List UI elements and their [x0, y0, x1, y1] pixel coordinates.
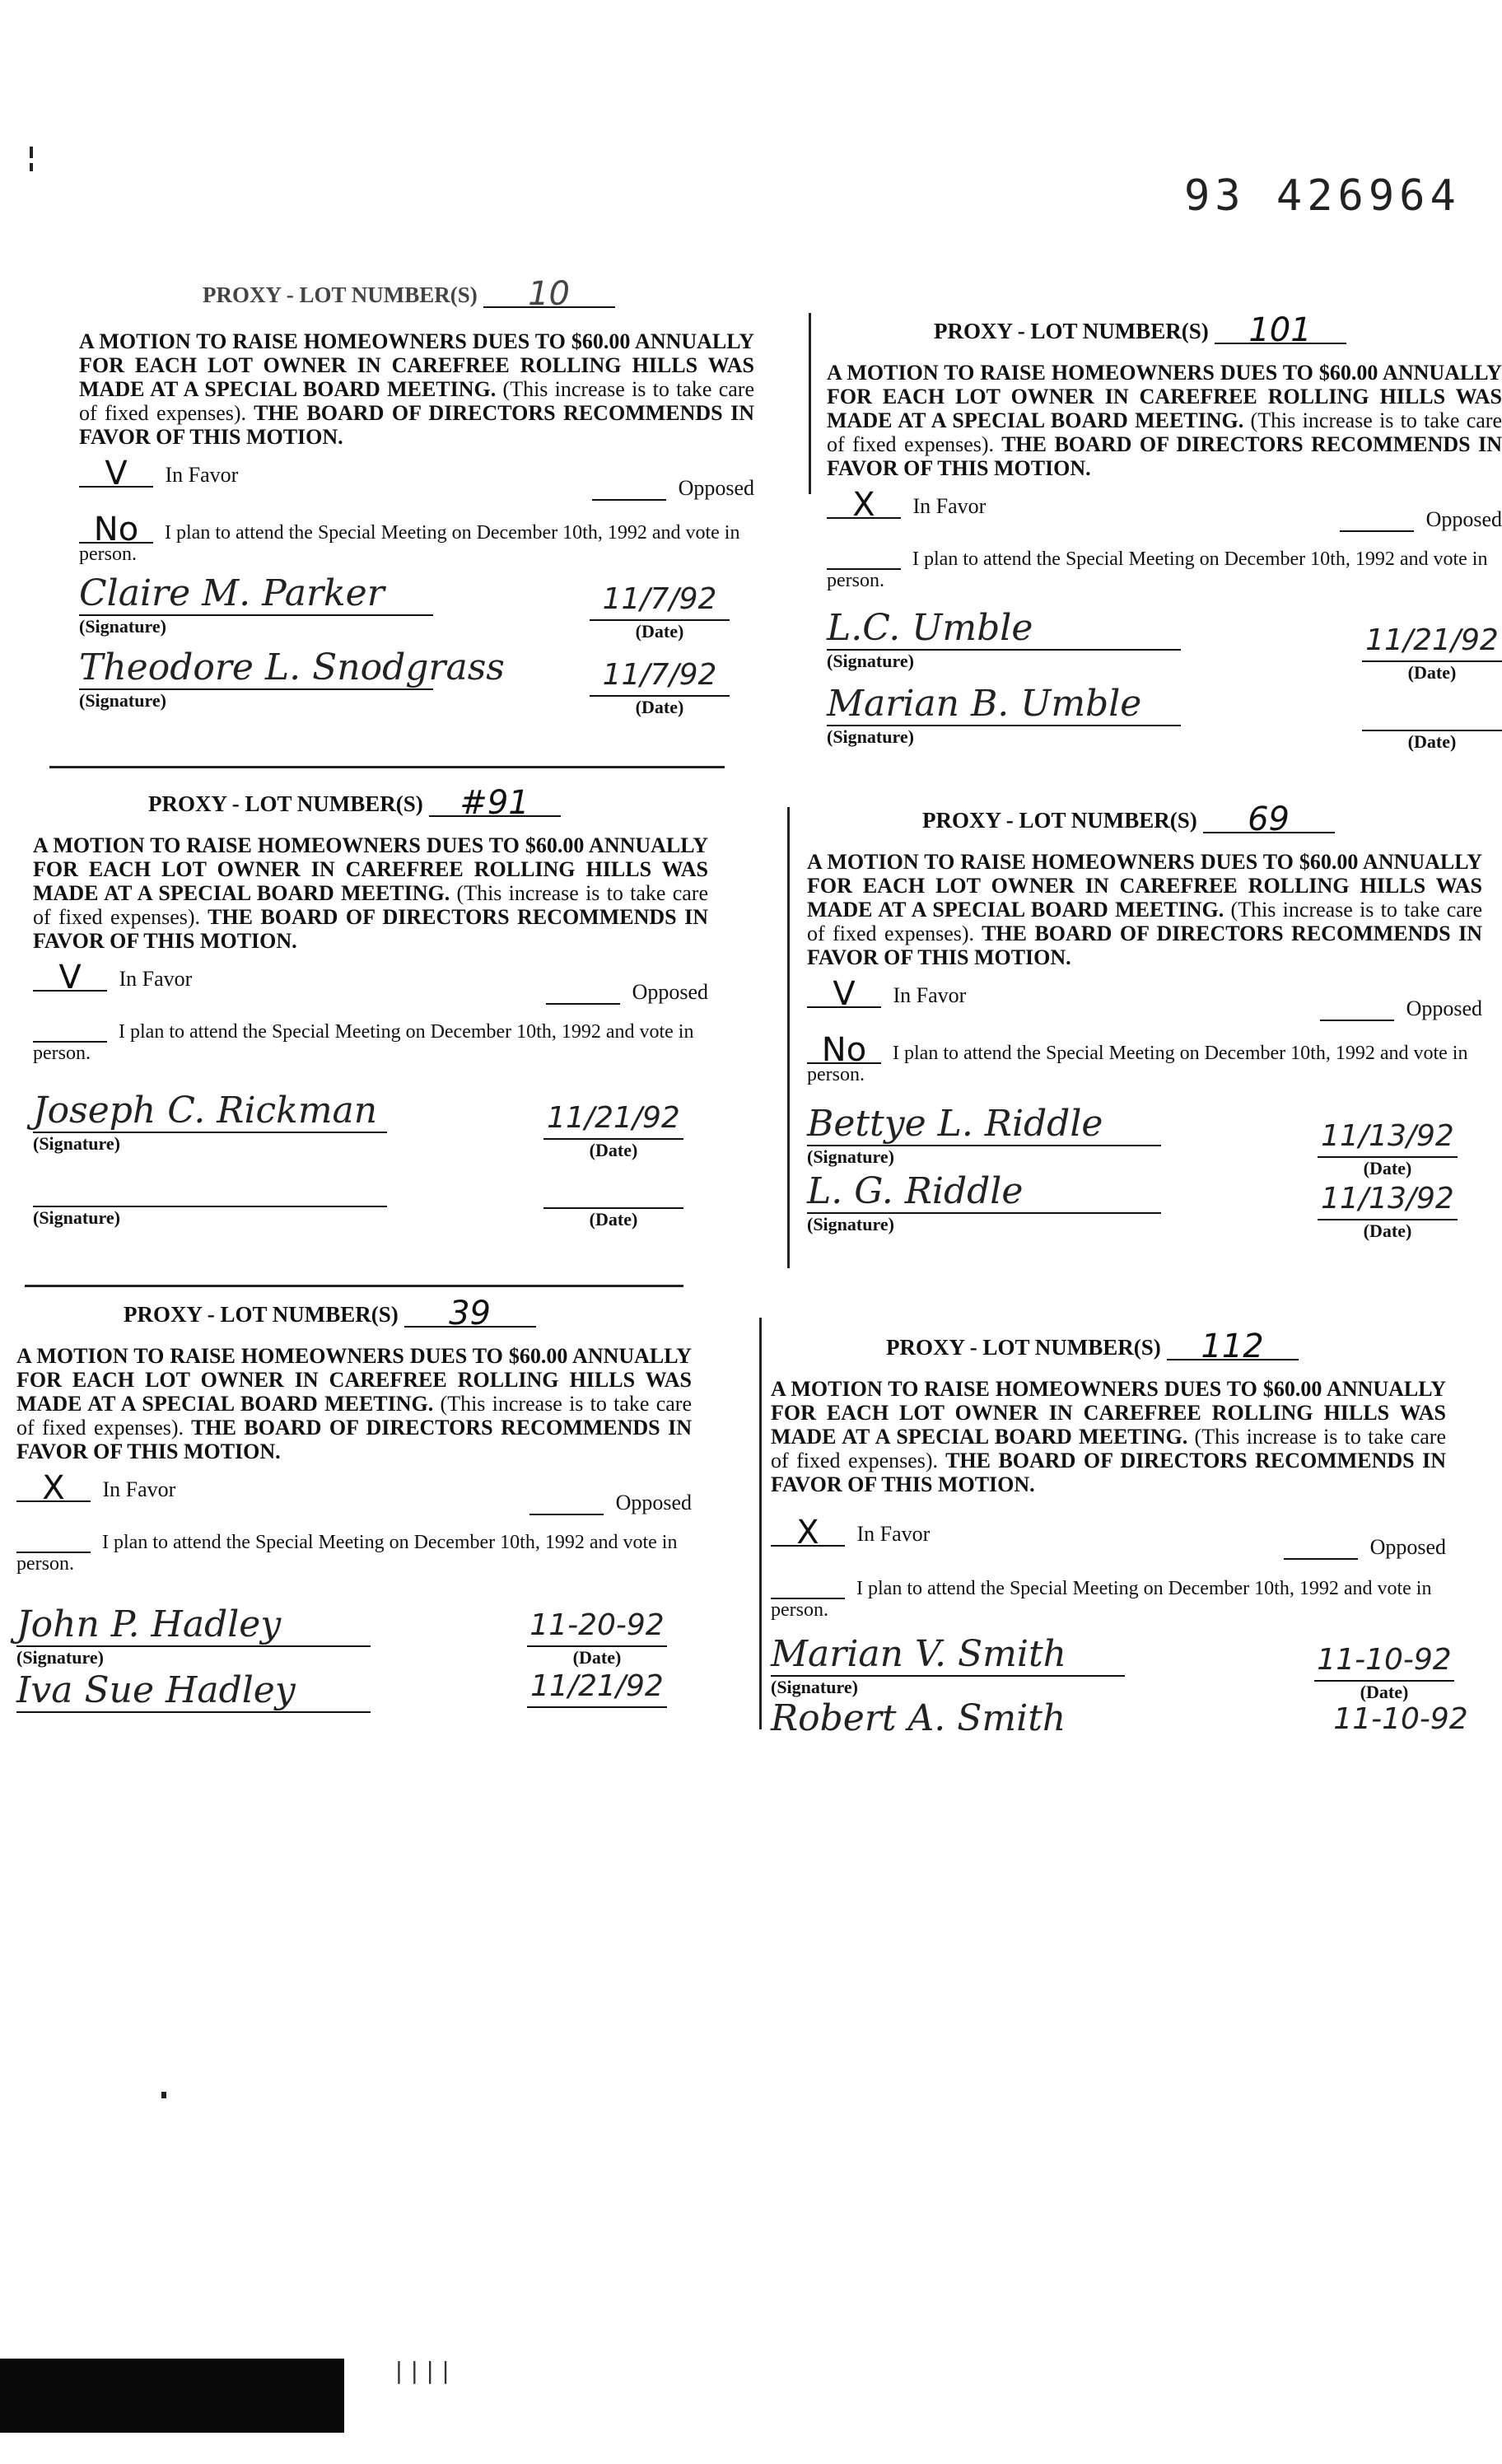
motion-note: (This increase is to take care of fixed expenses).	[771, 1425, 1447, 1472]
motion-bold-2: THE BOARD OF DIRECTORS RECOMMENDS IN FAVOR OF THIS MOTION.	[827, 432, 1502, 480]
signature: Theodore L. Snodgrass	[79, 646, 505, 688]
signature-block-1	[79, 572, 433, 637]
proxy-header-label: PROXY - LOT NUMBER(S)	[886, 1335, 1161, 1360]
opposed-label: Opposed	[1406, 996, 1482, 1020]
lot-number: 39	[404, 1301, 536, 1328]
attend-line	[827, 548, 1502, 591]
opposed-line	[592, 476, 754, 501]
attend-text: I plan to attend the Special Meeting on December 10th, 1992 and vote in person.	[33, 1021, 694, 1064]
signature-label: (Signature)	[807, 1214, 894, 1234]
signature-block-2	[827, 685, 1181, 748]
favor-mark: X	[16, 1476, 91, 1502]
opposed-line	[1340, 507, 1502, 532]
signature-block-2	[16, 1669, 371, 1713]
signature-block-2	[807, 1170, 1161, 1235]
document-number: 93 426964	[1184, 171, 1461, 221]
motion-bold-1: A MOTION TO RAISE HOMEOWNERS DUES TO $60.00 ANNUALLY FOR EACH LOT OWNER IN CAREFREE ROLLING HILLS WAS MADE AT A SPECIAL BOARD MEETING.	[771, 1377, 1446, 1449]
signature-label: (Signature)	[827, 726, 914, 747]
signature: Joseph C. Rickman	[33, 1092, 387, 1133]
in-favor-line	[33, 959, 193, 996]
signature-label: (Signature)	[33, 1133, 120, 1154]
signature-block-1	[827, 609, 1181, 672]
in-favor-label: In Favor	[165, 463, 239, 487]
signature: Claire M. Parker	[79, 575, 433, 616]
date-block-2	[1331, 1700, 1471, 1739]
motion-text	[16, 1344, 692, 1463]
favor-mark: V	[807, 982, 881, 1008]
opposed-label: Opposed	[1425, 507, 1502, 531]
signature: L.C. Umble	[827, 609, 1181, 651]
date-value	[1362, 690, 1502, 731]
in-favor-line	[16, 1469, 176, 1507]
date-label: (Date)	[589, 1209, 638, 1230]
signature: Bettye L. Riddle	[807, 1105, 1161, 1146]
signature: John P. Hadley	[16, 1606, 371, 1647]
scan-speck	[30, 147, 33, 158]
attend-text: I plan to attend the Special Meeting on December 10th, 1992 and vote in person.	[807, 1043, 1468, 1085]
opposed-label: Opposed	[632, 980, 708, 1004]
date-block-1	[1314, 1640, 1454, 1703]
attend-text: I plan to attend the Special Meeting on December 10th, 1992 and vote in person.	[827, 548, 1488, 591]
motion-note: (This increase is to take care of fixed expenses).	[16, 1392, 693, 1440]
motion-bold-1: A MOTION TO RAISE HOMEOWNERS DUES TO $60.00 ANNUALLY FOR EACH LOT OWNER IN CAREFREE ROLLING HILLS WAS MADE AT A SPECIAL BOARD MEETING.	[33, 833, 708, 905]
date-label: (Date)	[1363, 1158, 1412, 1178]
date-label: (Date)	[1363, 1220, 1412, 1241]
in-favor-label: In Favor	[912, 494, 987, 518]
motion-bold-1: A MOTION TO RAISE HOMEOWNERS DUES TO $60.00 ANNUALLY FOR EACH LOT OWNER IN CAREFREE ROLLING HILLS WAS MADE AT A SPECIAL BOARD MEETING.	[79, 329, 754, 401]
signature-label: (Signature)	[807, 1146, 894, 1167]
date-label: (Date)	[1407, 731, 1457, 752]
proxy-form	[79, 275, 755, 748]
signature-label: (Signature)	[33, 1207, 120, 1228]
date-label: (Date)	[572, 1647, 622, 1668]
signature-label: (Signature)	[16, 1647, 104, 1668]
footer-marks: ||||	[392, 2357, 455, 2384]
motion-text	[33, 833, 708, 953]
motion-text	[771, 1377, 1446, 1496]
proxy-header	[934, 311, 1346, 349]
signature: Marian B. Umble	[827, 685, 1181, 726]
motion-note: (This increase is to take care of fixed expenses).	[827, 408, 1502, 456]
date-label: (Date)	[1407, 662, 1457, 683]
date-value: 11-10-92	[1314, 1640, 1454, 1682]
scan-speck	[30, 163, 33, 171]
date-value: 11/21/92	[527, 1667, 667, 1708]
signature-block-2	[79, 646, 505, 712]
motion-bold-2: THE BOARD OF DIRECTORS RECOMMENDS IN FAVOR OF THIS MOTION.	[79, 401, 754, 449]
attend-line	[33, 1021, 708, 1064]
signature-label: (Signature)	[79, 616, 166, 637]
opposed-label: Opposed	[615, 1491, 692, 1514]
proxy-header-label: PROXY - LOT NUMBER(S)	[934, 319, 1209, 343]
in-favor-label: In Favor	[856, 1522, 931, 1546]
motion-note: (This increase is to take care of fixed expenses).	[807, 898, 1483, 945]
attend-line	[16, 1532, 692, 1575]
in-favor-line	[807, 975, 967, 1013]
opposed-line	[529, 1491, 692, 1515]
signature: Marian V. Smith	[771, 1636, 1125, 1677]
date-value: 11/7/92	[590, 580, 730, 621]
proxy-form	[807, 800, 1483, 1268]
proxy-header	[124, 1295, 536, 1332]
proxy-header	[203, 275, 615, 313]
date-block-2	[527, 1667, 667, 1708]
vertical-cut-line	[787, 807, 790, 1268]
signature-label: (Signature)	[827, 651, 914, 671]
date-label: (Date)	[635, 621, 684, 642]
date-block-1	[543, 1099, 683, 1161]
scan-edge-block	[0, 2359, 344, 2433]
signature-block-1	[771, 1633, 1125, 1698]
motion-bold-2: THE BOARD OF DIRECTORS RECOMMENDS IN FAVOR OF THIS MOTION.	[33, 905, 708, 953]
opposed-line	[1320, 996, 1482, 1021]
attend-text: I plan to attend the Special Meeting on December 10th, 1992 and vote in person.	[16, 1532, 678, 1575]
date-value: 11-10-92	[1333, 1702, 1468, 1736]
date-block-2	[590, 656, 730, 718]
favor-mark: V	[79, 461, 153, 488]
in-favor-line	[79, 455, 239, 492]
horizontal-cut-line	[49, 766, 725, 768]
in-favor-line	[827, 486, 987, 524]
in-favor-label: In Favor	[893, 983, 967, 1007]
date-value: 11/7/92	[590, 656, 730, 697]
motion-bold-2: THE BOARD OF DIRECTORS RECOMMENDS IN FAVOR OF THIS MOTION.	[16, 1416, 692, 1463]
proxy-form	[827, 311, 1502, 779]
attend-line	[79, 511, 754, 565]
date-block-1	[527, 1606, 667, 1668]
opposed-mark	[1284, 1558, 1358, 1560]
date-label: (Date)	[635, 697, 684, 717]
signature	[33, 1166, 387, 1207]
attend-text: I plan to attend the Special Meeting on December 10th, 1992 and vote in person.	[79, 522, 740, 565]
opposed-mark	[1340, 530, 1414, 532]
opposed-mark	[529, 1514, 604, 1515]
signature: Robert A. Smith	[771, 1697, 1066, 1739]
lot-number: 69	[1203, 807, 1335, 833]
in-favor-label: In Favor	[102, 1477, 176, 1501]
horizontal-cut-line	[25, 1285, 683, 1287]
proxy-header	[886, 1328, 1299, 1365]
signature-block-1	[16, 1603, 371, 1668]
motion-text	[807, 850, 1482, 969]
date-value: 11/21/92	[543, 1099, 683, 1140]
proxy-header	[148, 784, 561, 822]
date-value: 11/21/92	[1362, 621, 1502, 662]
motion-note: (This increase is to take care of fixed expenses).	[79, 377, 755, 425]
date-block-1	[1318, 1117, 1458, 1179]
motion-bold-1: A MOTION TO RAISE HOMEOWNERS DUES TO $60.00 ANNUALLY FOR EACH LOT OWNER IN CAREFREE ROLLING HILLS WAS MADE AT A SPECIAL BOARD MEETING.	[807, 850, 1482, 922]
date-block-1	[1362, 621, 1502, 684]
attend-text: I plan to attend the Special Meeting on December 10th, 1992 and vote in person.	[771, 1578, 1432, 1621]
motion-text	[79, 329, 754, 449]
signature: L. G. Riddle	[807, 1173, 1161, 1214]
lot-number: #91	[429, 791, 561, 817]
signature-block-2	[771, 1697, 1265, 1739]
motion-bold-2: THE BOARD OF DIRECTORS RECOMMENDS IN FAVOR OF THIS MOTION.	[771, 1449, 1446, 1496]
date-block-2	[1362, 690, 1502, 753]
favor-mark: X	[771, 1520, 845, 1547]
lot-number: 10	[483, 282, 615, 308]
proxy-header-label: PROXY - LOT NUMBER(S)	[203, 282, 478, 307]
signature: Iva Sue Hadley	[16, 1672, 371, 1713]
proxy-header-label: PROXY - LOT NUMBER(S)	[148, 791, 423, 816]
date-block-1	[590, 580, 730, 642]
proxy-header-label: PROXY - LOT NUMBER(S)	[124, 1302, 399, 1327]
date-label: (Date)	[1360, 1682, 1409, 1702]
date-value: 11/13/92	[1318, 1179, 1458, 1220]
date-value	[543, 1168, 683, 1209]
vertical-cut-line	[759, 1318, 762, 1729]
lot-number: 112	[1167, 1334, 1299, 1360]
attend-mark: No	[79, 517, 153, 544]
motion-bold-1: A MOTION TO RAISE HOMEOWNERS DUES TO $60.00 ANNUALLY FOR EACH LOT OWNER IN CAREFREE ROLLING HILLS WAS MADE AT A SPECIAL BOARD MEETING.	[827, 361, 1502, 432]
date-label: (Date)	[589, 1140, 638, 1160]
date-value: 11/13/92	[1318, 1117, 1458, 1158]
motion-text	[827, 361, 1502, 480]
date-block-2	[1318, 1179, 1458, 1242]
scan-speck	[161, 2092, 166, 2098]
signature-block-1	[807, 1105, 1161, 1168]
vertical-cut-line	[809, 313, 811, 494]
proxy-header	[922, 800, 1335, 838]
motion-note: (This increase is to take care of fixed expenses).	[33, 881, 709, 929]
signature-label: (Signature)	[79, 690, 166, 711]
motion-bold-2: THE BOARD OF DIRECTORS RECOMMENDS IN FAVOR OF THIS MOTION.	[807, 922, 1482, 969]
favor-mark: X	[827, 492, 901, 519]
opposed-mark	[546, 1003, 620, 1005]
proxy-form	[771, 1328, 1468, 1795]
opposed-label: Opposed	[1369, 1535, 1446, 1559]
in-favor-label: In Favor	[119, 967, 193, 991]
date-value: 11-20-92	[527, 1606, 667, 1647]
attend-line	[807, 1031, 1482, 1085]
opposed-mark	[1320, 1020, 1394, 1021]
in-favor-line	[771, 1514, 931, 1552]
motion-bold-1: A MOTION TO RAISE HOMEOWNERS DUES TO $60.00 ANNUALLY FOR EACH LOT OWNER IN CAREFREE ROLLING HILLS WAS MADE AT A SPECIAL BOARD MEETING.	[16, 1344, 692, 1416]
signature-block-1	[33, 1092, 387, 1155]
lot-number: 101	[1215, 318, 1346, 344]
date-block-2	[543, 1168, 683, 1230]
opposed-line	[1284, 1535, 1446, 1560]
proxy-header-label: PROXY - LOT NUMBER(S)	[922, 808, 1197, 833]
favor-mark: V	[33, 965, 107, 992]
opposed-mark	[592, 499, 666, 501]
proxy-form	[33, 784, 709, 1252]
opposed-line	[546, 980, 708, 1005]
opposed-label: Opposed	[678, 476, 754, 500]
attend-mark: No	[807, 1038, 881, 1064]
signature-block-2	[33, 1166, 387, 1229]
proxy-form	[16, 1295, 693, 1762]
attend-line	[771, 1578, 1446, 1621]
signature-label: (Signature)	[771, 1677, 858, 1697]
